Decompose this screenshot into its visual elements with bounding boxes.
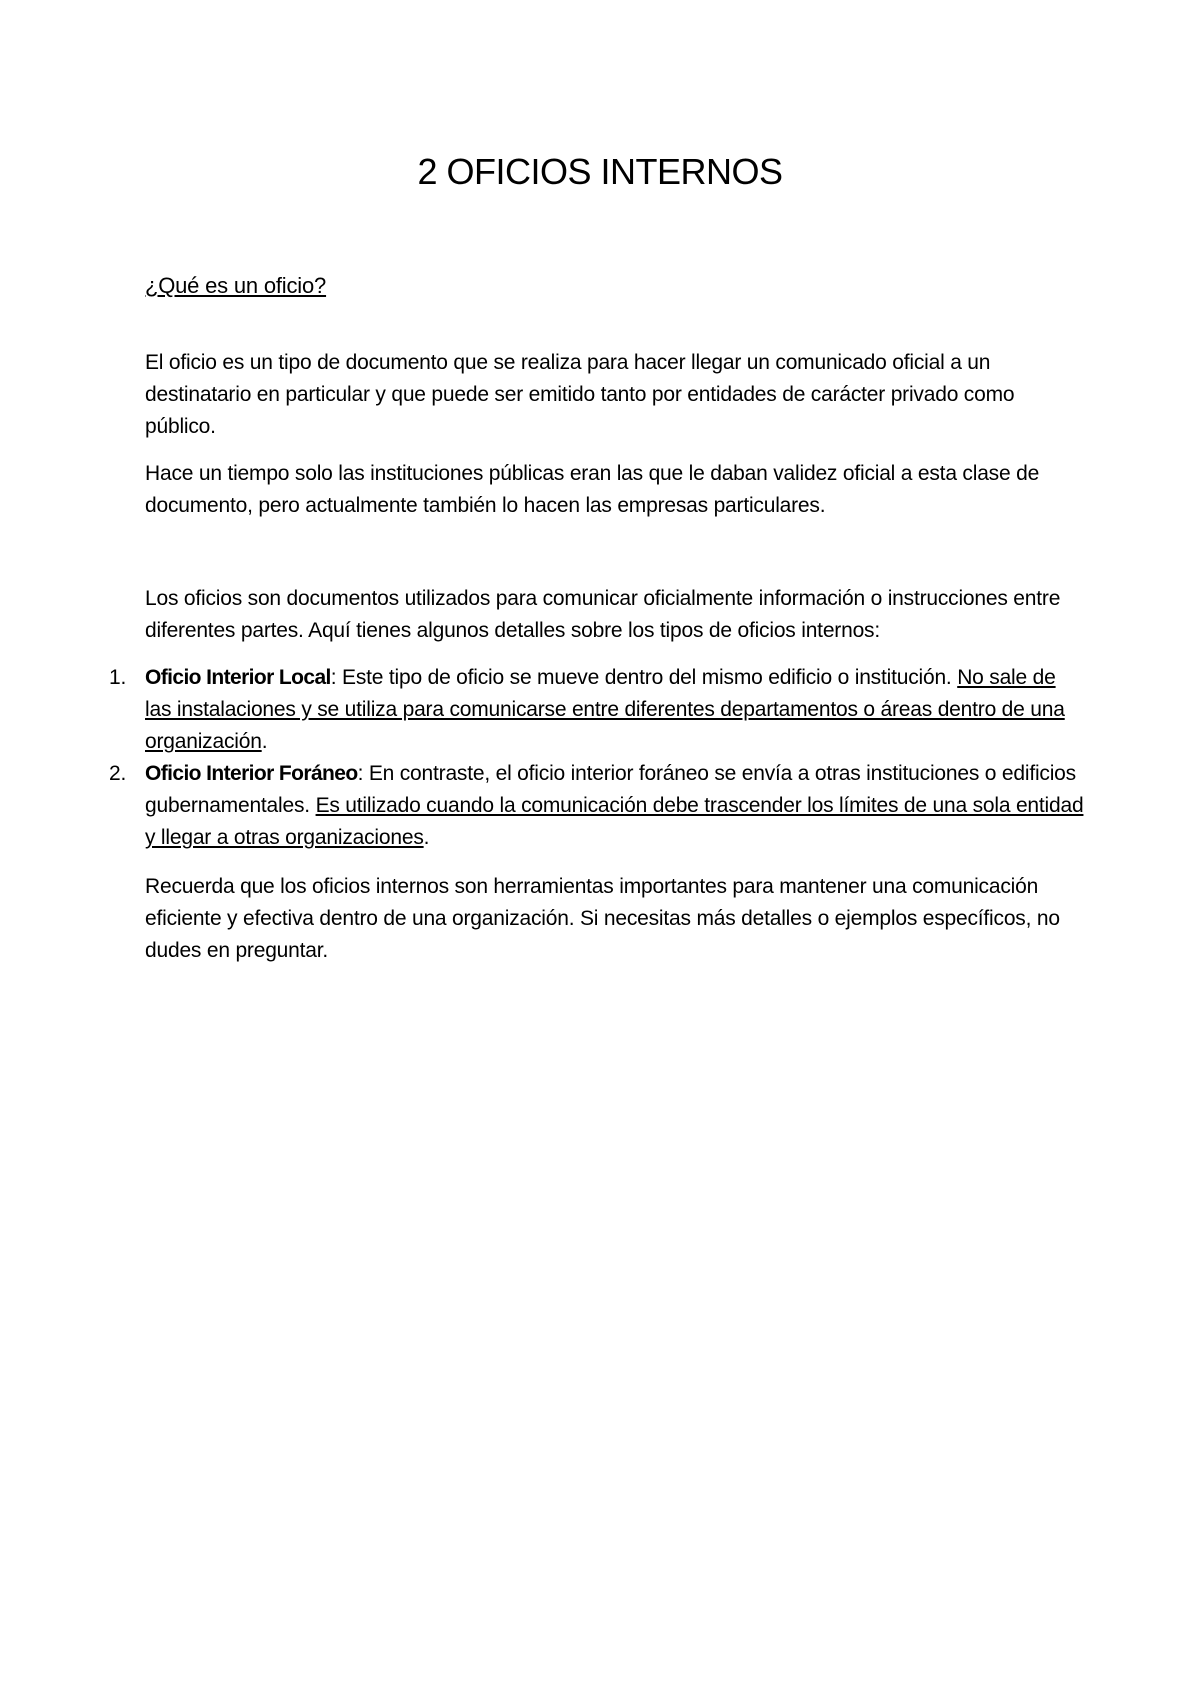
paragraph-closing: Recuerda que los oficios internos son herramientas importantes para mantener una comunicación eficiente y efectiva dentro de una organización. Si necesitas más detalles o ejemplos específicos, no dudes en preguntar. — [145, 875, 1060, 962]
list-item-number: 1. — [109, 666, 127, 689]
list-item-end: . — [423, 826, 430, 849]
document-body — [109, 270, 1085, 967]
list-item-number: 2. — [109, 762, 127, 785]
list-item-term: Oficio Interior Foráneo — [145, 762, 358, 785]
list-item-separator: : — [330, 666, 337, 689]
list-item — [109, 662, 1085, 758]
list-item-text: Este tipo de oficio se mueve dentro del mismo edificio o institución. — [336, 666, 958, 689]
list-item-term: Oficio Interior Local — [145, 666, 331, 689]
list-item-underlined-text: Es utilizado cuando la comunicación debe trascender los límites de una sola entidad y llegar a otras organizaciones — [145, 794, 1084, 849]
list-item-text: En contraste, el oficio interior foráneo se envía a otras instituciones o edificios gubernamentales. — [145, 762, 1076, 817]
types-list — [109, 662, 1085, 854]
paragraph-intro-types: Los oficios son documentos utilizados para comunicar oficialmente información o instrucciones entre diferentes partes. Aquí tienes algunos detalles sobre los tipos de oficios internos: — [145, 587, 1061, 642]
section-subtitle: ¿Qué es un oficio? — [145, 273, 327, 298]
list-item-separator: : — [357, 762, 364, 785]
page-title: 2 OFICIOS INTERNOS — [417, 151, 783, 192]
paragraph-definition: El oficio es un tipo de documento que se realiza para hacer llegar un comunicado oficial a un destinatario en particular y que puede ser emitido tanto por entidades de carácter privado como público. — [145, 351, 1015, 438]
list-item — [109, 758, 1085, 854]
paragraph-history: Hace un tiempo solo las instituciones públicas eran las que le daban validez oficial a esta clase de documento, pero actualmente también lo hacen las empresas particulares. — [145, 462, 1040, 517]
list-item-underlined-text: No sale de las instalaciones y se utiliza para comunicarse entre diferentes departamentos o áreas dentro de una organización — [145, 666, 1065, 753]
list-item-end: . — [261, 730, 268, 753]
